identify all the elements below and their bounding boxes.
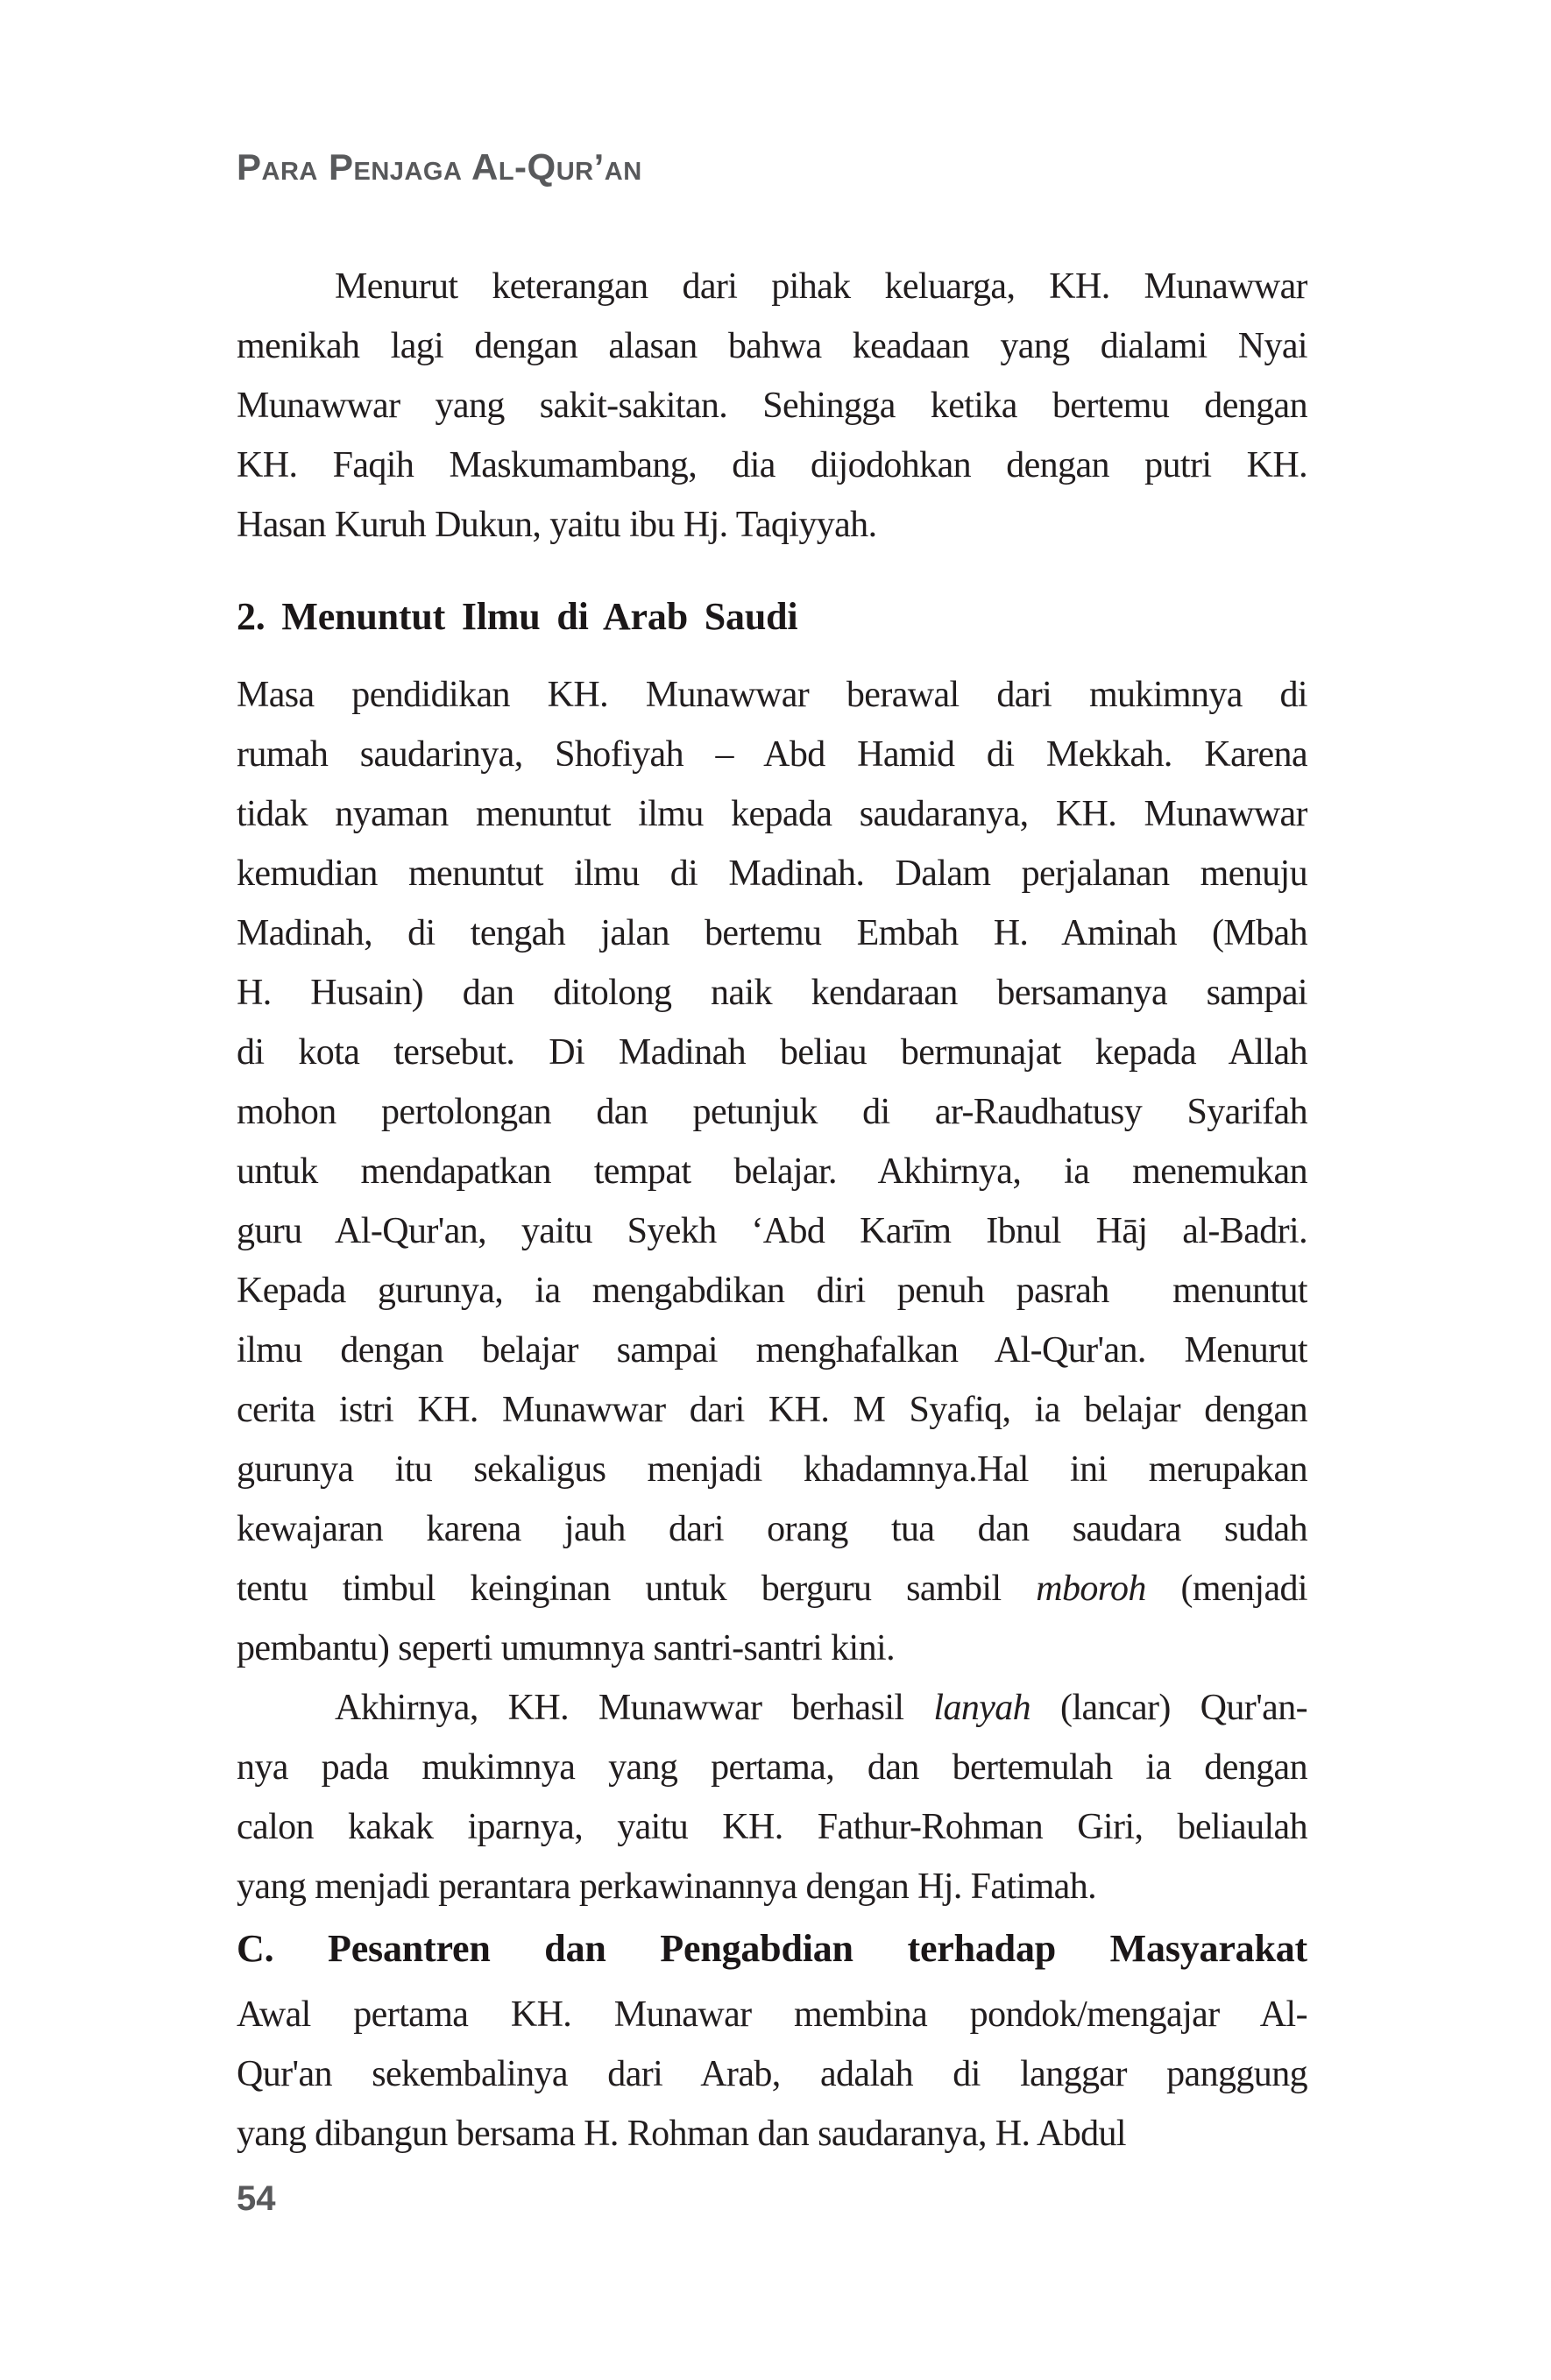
- text-run: kemudian menuntut ilmu di Madinah. Dalam perjalanan menuju: [237, 854, 1307, 894]
- text-line: [237, 495, 1307, 555]
- text-run: H. Husain) dan ditolong naik kendaraan bersamanya sampai: [237, 973, 1307, 1013]
- text-run: gurunya itu sekaligus menjadi khadamnya.Hal ini merupakan: [237, 1449, 1307, 1490]
- text-run: Munawwar yang sakit-sakitan. Sehingga ketika bertemu dengan: [237, 386, 1307, 426]
- text-line: [237, 1440, 1307, 1499]
- text-run: Qur'an sekembalinya dari Arab, adalah di langgar panggung: [237, 2054, 1307, 2094]
- text-run: KH. Faqih Maskumambang, dia dijodohkan dengan putri KH.: [237, 445, 1307, 485]
- text-run: di kota tersebut. Di Madinah beliau bermunajat kepada Allah: [237, 1032, 1307, 1073]
- section-heading-2: 2. Menuntut Ilmu di Arab Saudi: [237, 595, 798, 638]
- text-run: mohon pertolongan dan petunjuk di ar-Raudhatusy Syarifah: [237, 1092, 1307, 1132]
- text-run: tentu timbul keinginan untuk berguru sambil: [237, 1569, 1037, 1609]
- text-line: [237, 257, 1307, 316]
- paragraph-3: [237, 1678, 1307, 1916]
- text-line: [237, 963, 1307, 1023]
- text-run: menikah lagi dengan alasan bahwa keadaan yang dialami Nyai: [237, 326, 1307, 366]
- text-run: Madinah, di tengah jalan bertemu Embah H. Aminah (Mbah: [237, 913, 1307, 953]
- text-line: [237, 1738, 1307, 1797]
- text-line: [237, 1201, 1307, 1261]
- text-run: (menjadi: [1145, 1569, 1307, 1609]
- text-line: [237, 1142, 1307, 1201]
- text-run: calon kakak iparnya, yaitu KH. Fathur-Rohman Giri, beliaulah: [237, 1807, 1307, 1847]
- page-number: 54: [237, 2179, 276, 2218]
- section-heading-c: C. Pesantren dan Pengabdian terhadap Masyarakat: [237, 1927, 1307, 1970]
- text-run: yang dibangun bersama H. Rohman dan saudaranya, H. Abdul: [237, 2114, 1126, 2154]
- text-line: [237, 2104, 1307, 2164]
- text-line: [237, 1082, 1307, 1142]
- text-line: [237, 665, 1307, 725]
- text-run: guru Al-Qur'an, yaitu Syekh ‘Abd Karīm Ibnul Hāj al-Badri.: [237, 1211, 1307, 1251]
- text-run: yang menjadi perantara perkawinannya dengan Hj. Fatimah.: [237, 1866, 1097, 1907]
- text-line: [237, 316, 1307, 376]
- text-line: [237, 1499, 1307, 1559]
- text-run: Kepada gurunya, ia mengabdikan diri penuh pasrah menuntut: [237, 1271, 1307, 1311]
- text-run: (lancar) Qur'an-: [1030, 1688, 1307, 1728]
- text-run: nya pada mukimnya yang pertama, dan bertemulah ia dengan: [237, 1747, 1307, 1788]
- paragraph-2: [237, 665, 1307, 1678]
- text-line: [237, 844, 1307, 903]
- text-line: [237, 903, 1307, 963]
- text-run: Masa pendidikan KH. Munawwar berawal dari mukimnya di: [237, 675, 1307, 715]
- text-line: [237, 1261, 1307, 1321]
- text-line: [237, 1380, 1307, 1440]
- running-header: Para Penjaga Al-Qur’an: [237, 146, 642, 188]
- text-line: [237, 784, 1307, 844]
- paragraph-1: [237, 257, 1307, 555]
- text-run: kewajaran karena jauh dari orang tua dan saudara sudah: [237, 1509, 1307, 1549]
- text-run: cerita istri KH. Munawwar dari KH. M Syafiq, ia belajar dengan: [237, 1390, 1307, 1430]
- text-run: rumah saudarinya, Shofiyah – Abd Hamid di Mekkah. Karena: [237, 734, 1307, 775]
- text-line: [237, 1797, 1307, 1857]
- text-line: [237, 376, 1307, 436]
- text-line: [237, 1023, 1307, 1082]
- text-line: [237, 1559, 1307, 1619]
- text-line: [237, 1857, 1307, 1916]
- text-line: [237, 1321, 1307, 1380]
- text-line: [237, 436, 1307, 495]
- text-run: Akhirnya, KH. Munawwar berhasil: [335, 1688, 934, 1728]
- text-line: [237, 1678, 1307, 1738]
- text-line: [237, 1619, 1307, 1678]
- text-run: Hasan Kuruh Dukun, yaitu ibu Hj. Taqiyyah.: [237, 505, 877, 545]
- text-run: ilmu dengan belajar sampai menghafalkan Al-Qur'an. Menurut: [237, 1330, 1307, 1371]
- italic-term: mboroh: [1036, 1569, 1146, 1609]
- italic-term: lanyah: [933, 1688, 1031, 1728]
- text-line: [237, 2044, 1307, 2104]
- text-run: tidak nyaman menuntut ilmu kepada saudaranya, KH. Munawwar: [237, 794, 1307, 834]
- text-run: pembantu) seperti umumnya santri-santri kini.: [237, 1628, 895, 1668]
- text-line: [237, 725, 1307, 784]
- text-run: Menurut keterangan dari pihak keluarga, KH. Munawwar: [335, 266, 1307, 307]
- text-run: Awal pertama KH. Munawar membina pondok/mengajar Al-: [237, 1994, 1307, 2035]
- text-run: untuk mendapatkan tempat belajar. Akhirnya, ia menemukan: [237, 1151, 1307, 1192]
- page-content: [237, 257, 1307, 2164]
- paragraph-4: [237, 1985, 1307, 2164]
- text-line: [237, 1985, 1307, 2044]
